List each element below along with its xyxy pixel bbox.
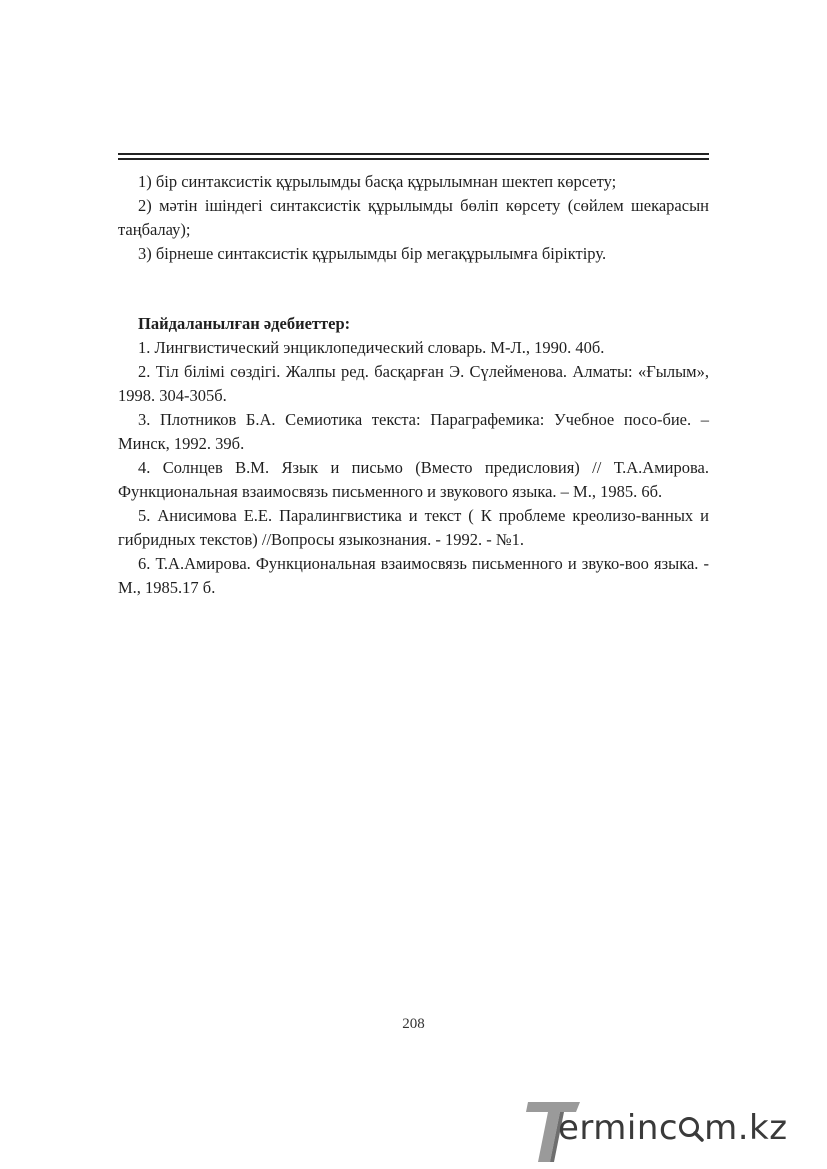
list-item-1: 1) бір синтаксистік құрылымды басқа құрылымнан шектеп көрсету; bbox=[138, 172, 617, 191]
reference-item-4: 4. Солнцев В.М. Язык и письмо (Вместо предисловия) // Т.А.Амирова. Функциональная взаимосвязь письменного и звукового языка. – М., 1985. 6б. bbox=[118, 458, 709, 501]
references-title: Пайдаланылған әдебиеттер: bbox=[138, 314, 351, 333]
page-content bbox=[118, 170, 709, 600]
reference-item-6: 6. Т.А.Амирова. Функциональная взаимосвязь письменного и звуко-воо языка. - М., 1985.17 б. bbox=[118, 554, 709, 597]
logo-text-part2: c bbox=[658, 1108, 679, 1148]
list-item-2: 2) мәтін ішіндегі синтаксистік құрылымды бөліп көрсету (сөйлем шекарасын таңбалау); bbox=[118, 196, 709, 239]
list-item-3: 3) бірнеше синтаксистік құрылымды бір мегақұрылымға біріктіру. bbox=[138, 244, 607, 263]
reference-item-2: 2. Тіл білімі сөздігі. Жалпы ред. басқарған Э. Сүлейменова. Алматы: «Ғылым», 1998. 304-305б. bbox=[118, 362, 709, 405]
header-rule-bottom bbox=[118, 158, 709, 160]
reference-item-5: 5. Анисимова Е.Е. Паралингвистика и текст ( К проблеме креолизо-ванных и гибридных текстов) //Вопросы языкознания. - 1992. - №1. bbox=[118, 506, 709, 549]
reference-item-3: 3. Плотников Б.А. Семиотика текста: Параграфемика: Учебное посо-бие. –Минск, 1992. 39б. bbox=[118, 410, 709, 453]
logo-text bbox=[558, 1108, 788, 1148]
section-gap bbox=[118, 266, 709, 312]
logo-text-part3: m.kz bbox=[704, 1108, 788, 1148]
logo-text-part1: ermin bbox=[558, 1108, 659, 1148]
termincom-logo bbox=[524, 1096, 824, 1166]
reference-item-1: 1. Лингвистический энциклопедический словарь. М-Л., 1990. 40б. bbox=[138, 338, 605, 357]
page-number: 208 bbox=[402, 1016, 425, 1032]
magnifier-icon bbox=[678, 1116, 704, 1142]
header-rule-top bbox=[118, 153, 709, 155]
